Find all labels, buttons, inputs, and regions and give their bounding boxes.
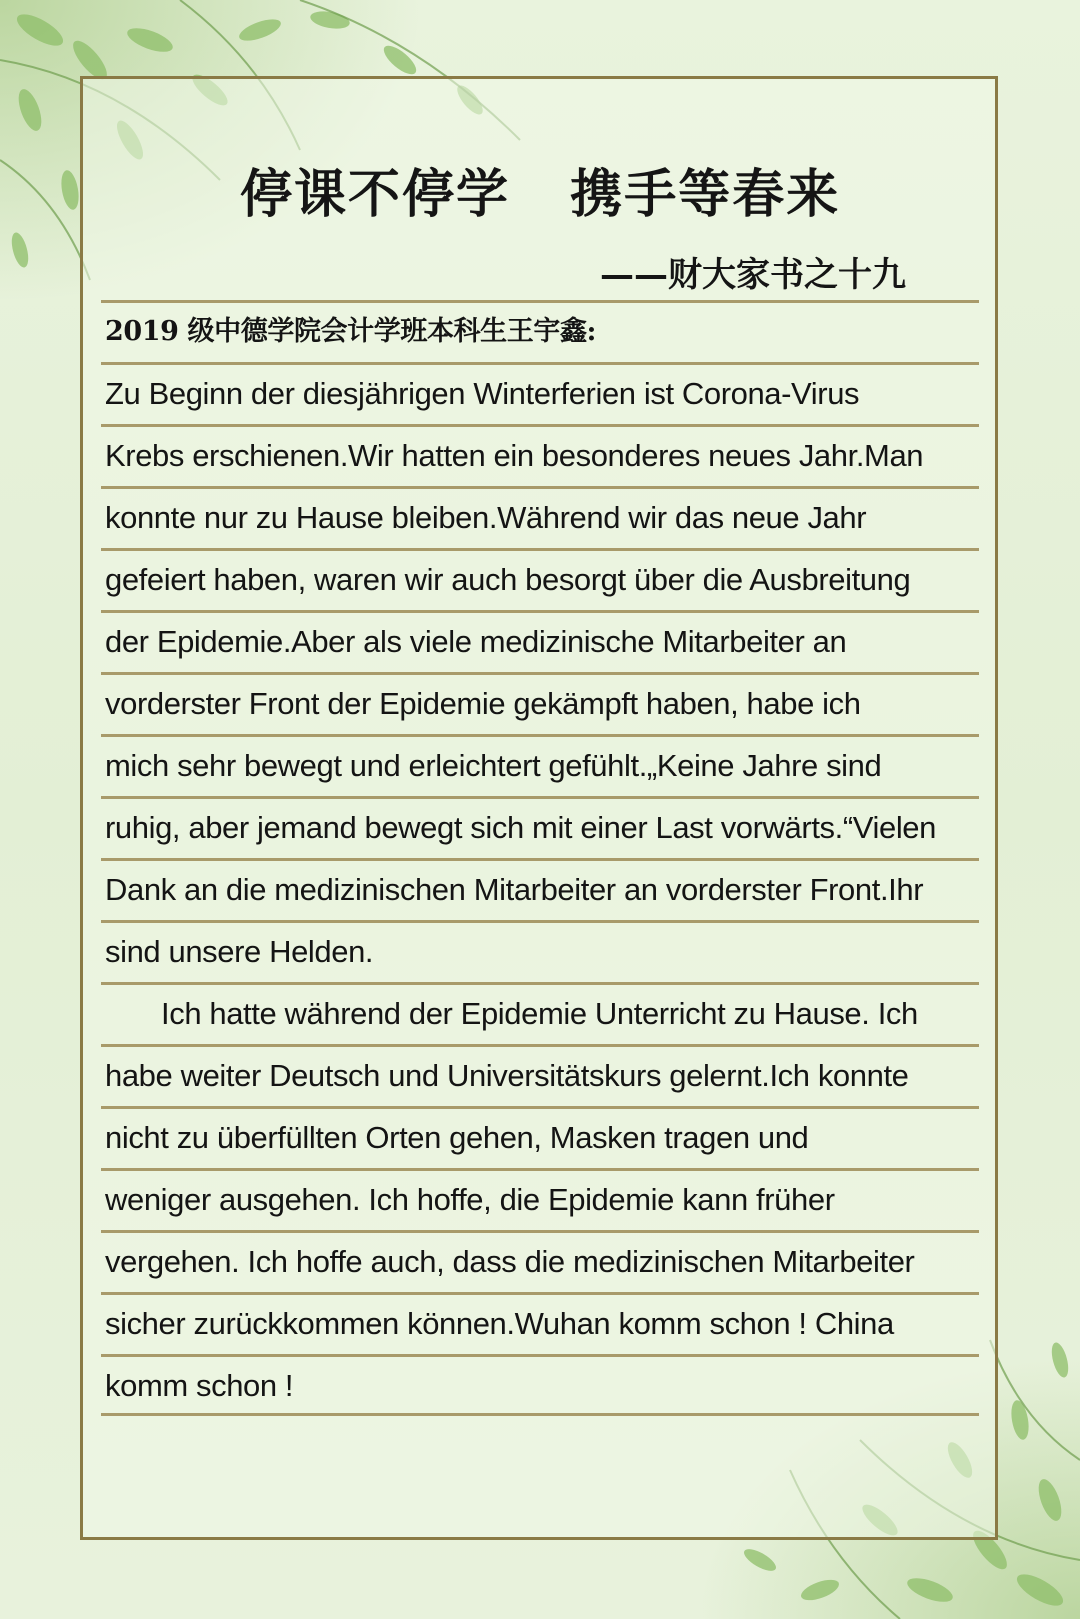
letter-line [101,610,979,672]
line-text: komm schon ! [105,1368,294,1403]
line-text: vergehen. Ich hoffe auch, dass die medizinischen Mitarbeiter [105,1244,915,1279]
line-text: sind unsere Helden. [105,934,374,969]
letter-line [101,734,979,796]
letter-line [101,1044,979,1106]
line-text: Ich hatte während der Epidemie Unterricht zu Hause. Ich [161,996,918,1031]
line-text: Dank an die medizinischen Mitarbeiter an vorderster Front.Ihr [105,872,924,907]
letter-line [101,920,979,982]
line-text: konnte nur zu Hause bleiben.Während wir das neue Jahr [105,500,867,535]
line-text: der Epidemie.Aber als viele medizinische Mitarbeiter an [105,624,847,659]
line-text: Zu Beginn der diesjährigen Winterferien ist Corona-Virus [105,376,860,411]
letter-line [101,982,979,1044]
page-subtitle: ——财大家书之十九 [600,255,906,295]
letter-line [101,424,979,486]
line-text: mich sehr bewegt und erleichtert gefühlt.„Keine Jahre sind [105,748,882,783]
letter-line [101,672,979,734]
line-text: ruhig, aber jemand bewegt sich mit einer Last vorwärts.“Vielen [105,810,936,845]
line-text: nicht zu überfüllten Orten gehen, Masken tragen und [105,1120,809,1155]
letter-line [101,1292,979,1354]
letter-line [101,1354,979,1416]
letter-salutation [101,300,979,362]
letter-line [101,1168,979,1230]
letter-line [101,486,979,548]
line-text: habe weiter Deutsch und Universitätskurs gelernt.Ich konnte [105,1058,909,1093]
letter-line [101,1230,979,1292]
letter-body [101,300,979,1416]
line-text: weniger ausgehen. Ich hoffe, die Epidemie kann früher [105,1182,835,1217]
letter-line [101,796,979,858]
salutation-text: 2019 级中德学院会计学班本科生王宇鑫: [105,316,597,347]
line-text: gefeiert haben, waren wir auch besorgt über die Ausbreitung [105,562,911,597]
letter-line [101,548,979,610]
letter-line [101,858,979,920]
line-text: sicher zurückkommen können.Wuhan komm schon ! China [105,1306,894,1341]
line-text: Krebs erschienen.Wir hatten ein besonderes neues Jahr.Man [105,438,924,473]
line-text: vorderster Front der Epidemie gekämpft haben, habe ich [105,686,861,721]
page-title: 停课不停学 携手等春来 [240,164,841,225]
letter-line [101,1106,979,1168]
letter-line [101,362,979,424]
